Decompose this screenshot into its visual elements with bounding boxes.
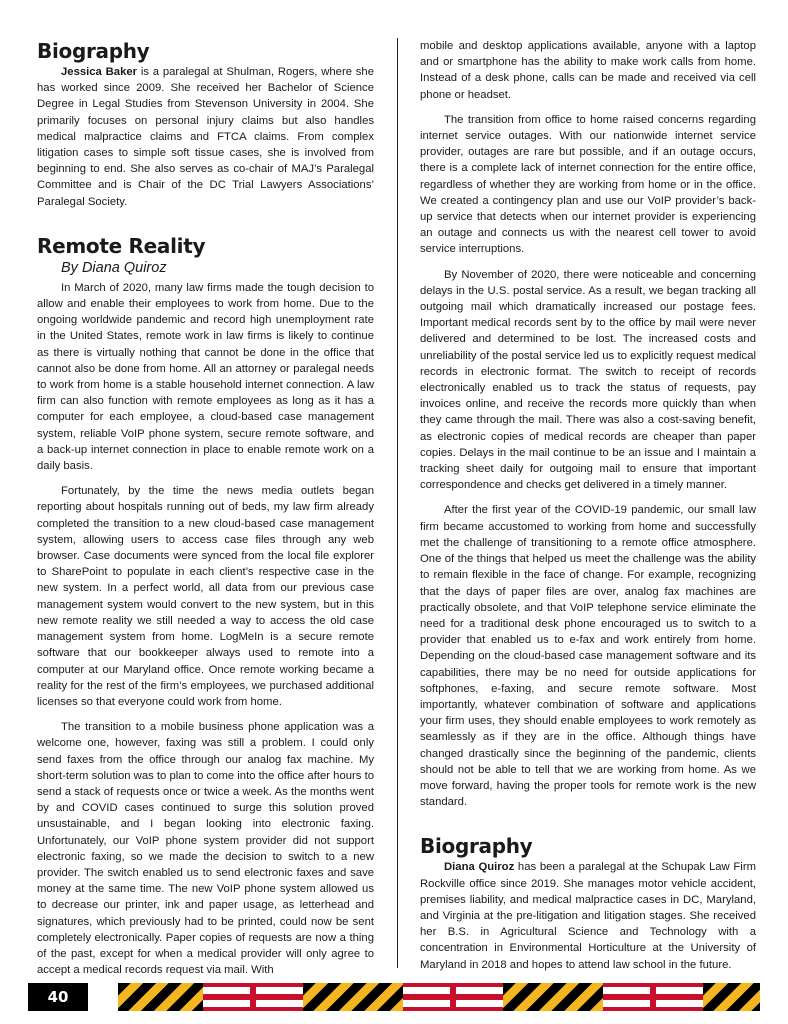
flag-crossland-segment xyxy=(403,983,503,1011)
bio-heading-diana: Biography xyxy=(420,834,533,859)
bio-heading-jessica: Biography xyxy=(37,39,150,63)
column-divider xyxy=(397,38,398,968)
bio-text-jessica: is a paralegal at Shulman, Rogers, where she has worked since 2009. She received her Bachelor of Science Degree in Legal Studies from Stevenson University in 2004. She primarily focuses on personal injury claims but also handles medical malpractice claims and FTCA claims. From complex litigation cases to simple soft tissue cases, she is involved from beginning to end. She also serves as co-chair of MAJ’s Paralegal Committee and is Chair of the DC Trial Lawyers Associations’ Paralegal Society. xyxy=(37,66,374,208)
flag-calvert-segment xyxy=(503,983,603,1011)
article-paragraph-1: In March of 2020, many law firms made the tough decision to allow and enable their employees to work from home. Due to the ongoing worldwide pandemic and record high unemployment rate in the United States, remote work in law firms is likely to continue as there is virtually nothing that cannot be done in the office that cannot also be done from home. All an attorney or paralegal needs to work from home is a stable household internet connection. A law firm can also function with remote employees as long as it has a computer for each employee, a cloud-based case management system, reliable VoIP phone system, secure remote software, and a back-up internet connection in place to enable remote work on a daily basis. xyxy=(37,281,374,473)
article-paragraph-3: The transition to a mobile business phone application was a welcome one, however, faxing was still a problem. I could only send faxes from the office through our analog fax machine. My short-term solution was to plan to come into the office after hours to send a stack of requests once or twice a week. As the months went by and COVID cases continued to surge this solution proved unsustainable, and I began looking into electronic faxing. Unfortunately, our VoIP phone system provider did not support electronic faxing, so we made the decision to switch to a new provider. The switch enabled us to send electronic faxes and save money at the same time. The new VoIP phone system allowed us to decrease our printer, ink and paper usage, as letterhead and signatures, which previously had to be printed, could now be sent completely electronically. Paper copies of requests are now a thing of the past, except for when a medical provider will only agree to accept a medical records request via mail. With xyxy=(37,721,374,977)
article-paragraph-4: mobile and desktop applications available, anyone with a laptop and or smartphone has the ability to make work calls from home. Instead of a desk phone, calls can be made and received via cell phone or headset. xyxy=(420,40,756,101)
article-title: Remote Reality xyxy=(37,233,206,258)
bio-name-jessica: Jessica Baker xyxy=(61,66,138,78)
article-paragraph-7: After the first year of the COVID-19 pandemic, our small law firm became accustomed to working from home and successfully met the challenge of transitioning to a remote office atmosphere. One of the things that helped us meet the challenge was the ability to remain flexible in the face of change. For example, recognizing that the days of paper files are over, analog fax machines are practically obsolete, and that VoIP telephone service eliminate the need for a traditional desk phone encouraged us to switch to a provider that enabled us to e-fax and work entirely from home. Depending on the cloud-based case management software and its capabilities, there may be no need for outside applications for softphones, e-faxing, and secure remote software. Most importantly, whatever combination of software and applications your firm uses, they should enable employees to work remotely as seamlessly as if they are in the office. Although things have changed drastically since the beginning of the pandemic, clients should not be able to tell that we are working from home. As we move forward, having the proper tools for remote work is the new standard. xyxy=(420,504,756,809)
flag-crossland-segment xyxy=(203,983,303,1011)
flag-calvert-segment xyxy=(303,983,403,1011)
article-paragraph-6: By November of 2020, there were noticeable and concerning delays in the U.S. postal service. As a result, we began tracking all outgoing mail which dramatically increased our postage fees. Important medical records sent by to the office by mail were never delivered and determined to be lost. The increased costs and unreliability of the postal service led us to explicitly request medical records in electronic format. The switch to receipt of records electronically enabled us to track the status of requests, pay invoices online, and receive the records more quickly than when they came through the mail. There was also a cost-saving benefit, as electronic copies of medical records are cheaper than paper copies. Delays in the mail continue to be an issue and I maintain a tracking sheet daily for outgoing mail to ensure that important correspondence and checks get delivered in a timely manner. xyxy=(420,268,756,492)
page-footer xyxy=(28,983,760,1011)
article-byline: By Diana Quiroz xyxy=(61,259,167,276)
flag-crossland-segment xyxy=(603,983,703,1011)
article-paragraph-2: Fortunately, by the time the news media outlets began reporting about hospitals running out of beds, my law firm already completed the transition to a new cloud-based case management system, allowing users to access case files through any web browser. Case documents were synced from the local file explorer to SharePoint to populate in each client’s respective case in the new system. In a perfect world, all data from our previous case management system would convert to the new system, but in this new remote reality we still needed a way to access the old case management system from home. LogMeIn is a secure remote software that our bookkeeper always used to remote into a computer at our Maryland office. Once remote working became a reality for the rest of the firm’s employees, we purchased additional licenses so that everyone could work from home. xyxy=(37,485,374,708)
flag-calvert-segment xyxy=(703,983,760,1011)
maryland-flag-band xyxy=(88,983,760,1011)
bio-name-diana: Diana Quiroz xyxy=(444,861,515,874)
right-column xyxy=(420,38,756,982)
article-paragraph-5: The transition from office to home raised concerns regarding internet service outages. With our nationwide internet service provider, outages are rare but possible, and if an outage occurs, there is a complete lack of internet connection for the entire office, regardless of whether they are working from home or in the office. We created a contingency plan and use our VoIP provider’s back-up service that detects when our internet provider is experiencing an outage and connects us with the nearest cell tower to avoid service interruptions. xyxy=(420,113,756,256)
bio-paragraph-jessica xyxy=(37,64,374,210)
bio-text-diana: has been a paralegal at the Schupak Law Firm Rockville office since 2019. She manages motor vehicle accident, premises liability, and medical malpractice cases in DC, Maryland, and Virginia at the pre-litigation and litigation stages. She received her B.S. in Agricultural Science and Technology with a concentration in Environmental Horticulture at the University of Maryland in 2018 and hopes to attend law school in the future. xyxy=(420,861,756,971)
bio-paragraph-diana xyxy=(420,859,756,972)
flag-calvert-segment xyxy=(118,983,203,1011)
page-number: 40 xyxy=(28,983,88,1011)
left-column xyxy=(37,38,374,987)
